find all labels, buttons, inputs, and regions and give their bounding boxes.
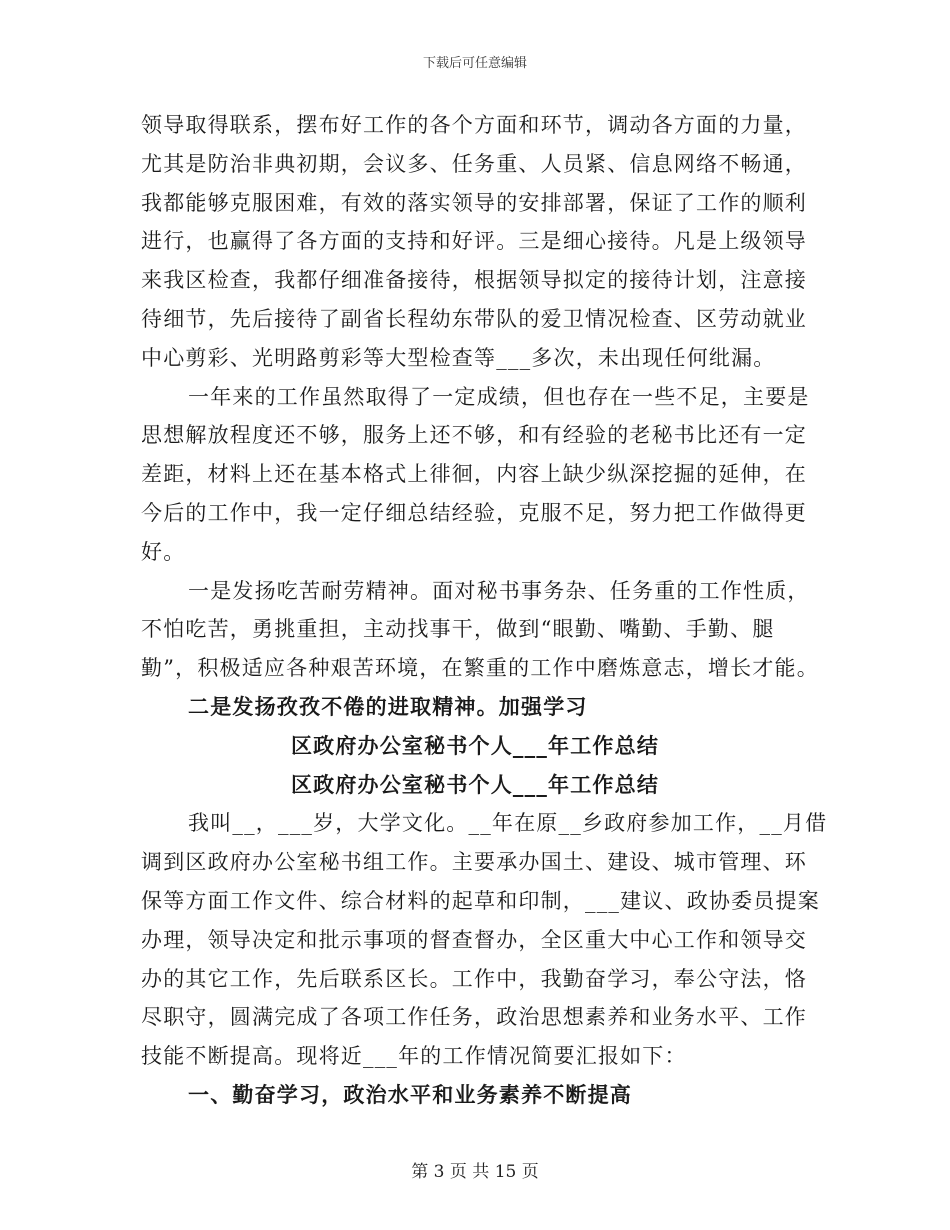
text-line: 办的其它工作，先后联系区长。工作中，我勤奋学习，奉公守法，恪: [141, 966, 807, 991]
text-line: 差距，材料上还在基本格式上徘徊，内容上缺少纵深挖掘的延伸，在: [141, 462, 807, 487]
text-line: 好。: [141, 539, 186, 564]
text-line: 调到区政府办公室秘书组工作。主要承办国土、建设、城市管理、环: [141, 850, 807, 875]
section-heading: 二是发扬孜孜不倦的进取精神。加强学习: [188, 693, 588, 719]
text-line: 尽职守，圆满完成了各项工作任务，政治思想素养和业务水平、工作: [141, 1005, 807, 1030]
paragraph-start: 我叫__，___岁，大学文化。__年在原__乡政府参加工作，__月借: [188, 811, 828, 836]
text-line: 中心剪彩、光明路剪彩等大型检查等___多次，未出现任何纰漏。: [141, 345, 776, 370]
paragraph-start: 一年来的工作虽然取得了一定成绩，但也存在一些不足，主要是: [188, 384, 810, 409]
text-line: 来我区检查，我都仔细准备接待，根据领导拟定的接待计划，注意接: [141, 268, 807, 293]
text-line: 我都能够克服困难，有效的落实领导的安排部署，保证了工作的顺利: [141, 190, 807, 215]
document-title: 区政府办公室秘书个人___年工作总结: [290, 732, 660, 758]
document-title: 区政府办公室秘书个人___年工作总结: [290, 771, 660, 797]
text-line: 尤其是防治非典初期，会议多、任务重、人员紧、信息网络不畅通，: [141, 151, 807, 176]
text-line: 待细节，先后接待了副省长程幼东带队的爱卫情况检查、区劳动就业: [141, 306, 807, 331]
text-line: 不怕吃苦，勇挑重担，主动找事干，做到“眼勤、嘴勤、手勤、腿: [141, 617, 775, 642]
text-line: 思想解放程度还不够，服务上还不够，和有经验的老秘书比还有一定: [141, 423, 807, 448]
text-line: 办理，领导决定和批示事项的督查督办，全区重大中心工作和领导交: [141, 927, 807, 952]
page-header: 下载后可任意编辑: [422, 56, 527, 71]
paragraph-start: 一是发扬吃苦耐劳精神。面对秘书事务杂、任务重的工作性质，: [188, 578, 810, 603]
text-line: 进行，也赢得了各方面的支持和好评。三是细心接待。凡是上级领导: [141, 229, 807, 254]
text-line: 保等方面工作文件、综合材料的起草和印制，___建议、政协委员提案: [141, 888, 820, 913]
text-line: 勤”，积极适应各种艰苦环境，在繁重的工作中磨炼意志，增长才能。: [141, 656, 819, 681]
page-footer: 第 3 页 共 15 页: [411, 1162, 539, 1182]
section-heading: 一、勤奋学习，政治水平和业务素养不断提高: [188, 1081, 632, 1107]
text-line: 技能不断提高。现将近___年的工作情况简要汇报如下：: [141, 1044, 687, 1069]
text-line: 今后的工作中，我一定仔细总结经验，克服不足，努力把工作做得更: [141, 500, 807, 525]
document-body: [141, 106, 828, 1115]
text-line: 领导取得联系，摆布好工作的各个方面和环节，调动各方面的力量，: [141, 113, 807, 137]
